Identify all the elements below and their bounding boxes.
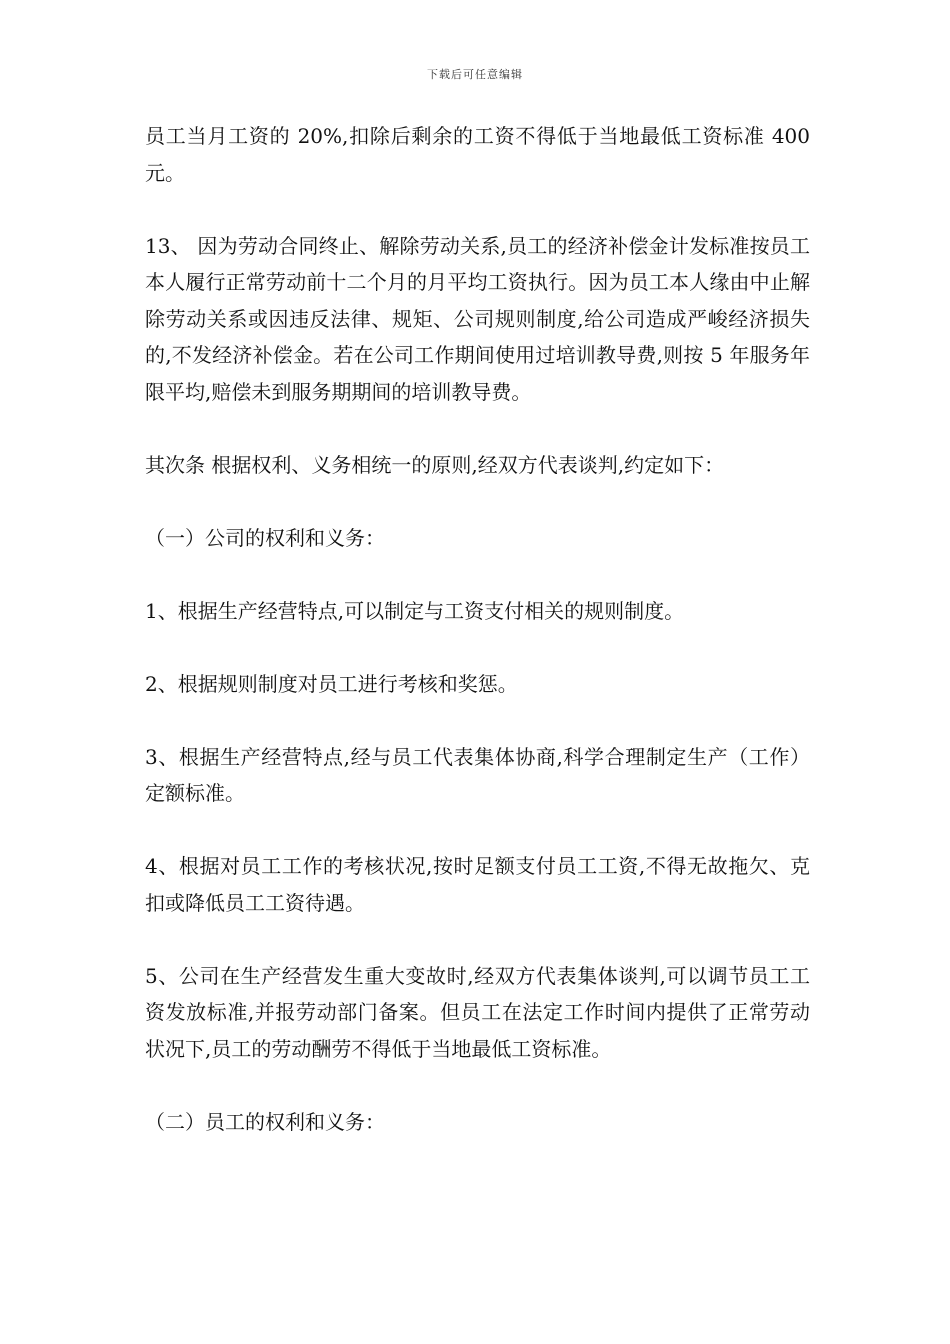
paragraph-item-13: 13、 因为劳动合同终止、解除劳动关系,员工的经济补偿金计发标准按员工本人履行正常劳动前十二个月的月平均工资执行。因为员工本人缘由中止解除劳动关系或因违反法律、规矩、公司规则制度,给公司造成严峻经济损失的,不发经济补偿金。若在公司工作期间使用过培训教导费,则按 5 年服务年限平均,赔偿未到服务期期间的培训教导费。	[145, 233, 810, 404]
list-item-5: 5、公司在生产经营发生重大变故时,经双方代表集体谈判,可以调节员工工资发放标准,并报劳动部门备案。但员工在法定工作时间内提供了正常劳动状况下,员工的劳动酬劳不得低于当地最低工资标准。	[145, 963, 810, 1061]
page-header: 下载后可任意编辑	[427, 68, 523, 81]
paragraph-wage-deduction: 员工当月工资的 20%,扣除后剩余的工资不得低于当地最低工资标准 400 元。	[145, 124, 810, 185]
section-company-rights: （一）公司的权利和义务：	[145, 525, 385, 550]
list-item-2: 2、根据规则制度对员工进行考核和奖惩。	[145, 671, 518, 696]
document-body	[145, 118, 810, 1140]
list-item-1: 1、根据生产经营特点,可以制定与工资支付相关的规则制度。	[145, 598, 685, 623]
section-employee-rights: （二）员工的权利和义务：	[145, 1109, 385, 1134]
list-item-3: 3、根据生产经营特点,经与员工代表集体协商,科学合理制定生产（工作）定额标准。	[145, 744, 810, 805]
paragraph-article-two: 其次条 根据权利、义务相统一的原则,经双方代表谈判,约定如下：	[145, 452, 725, 477]
list-item-4: 4、根据对员工工作的考核状况,按时足额支付员工工资,不得无故拖欠、克扣或降低员工工资待遇。	[145, 854, 810, 915]
